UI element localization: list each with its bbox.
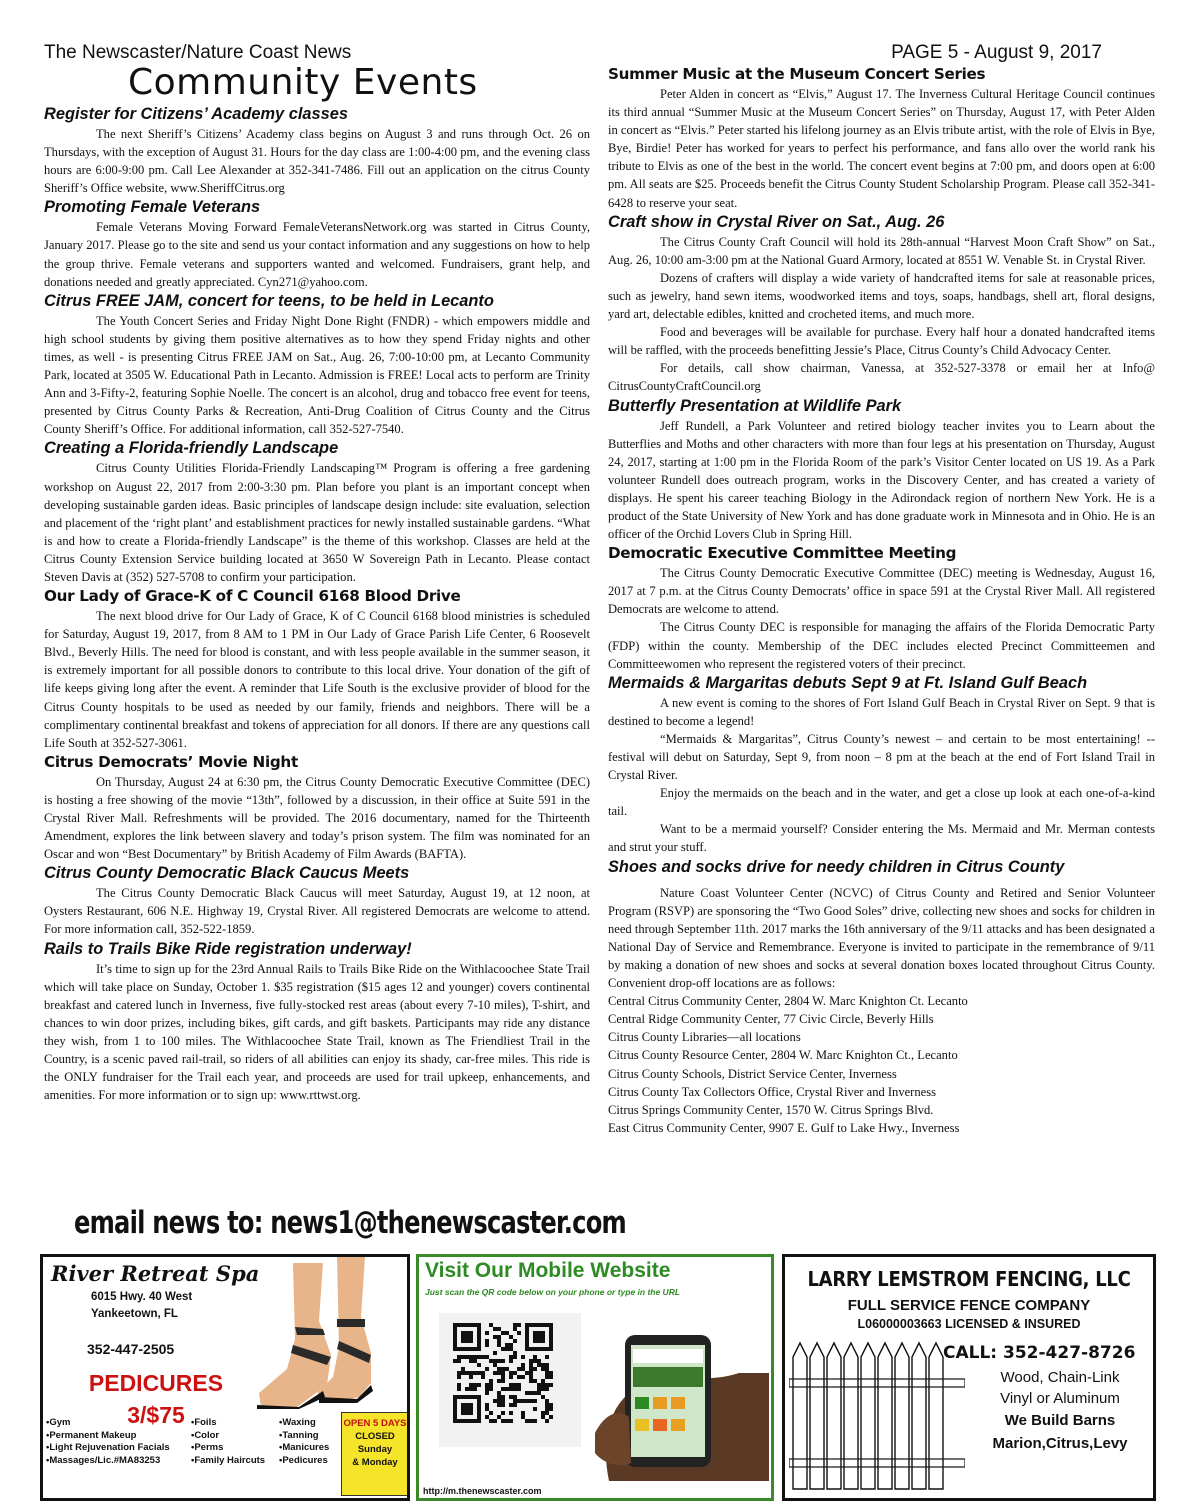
- spa-services-col3: [279, 1417, 329, 1467]
- article-headline: Citrus County Democratic Black Caucus Meets: [44, 864, 410, 883]
- article-paragraph: “Mermaids & Margaritas”, Citrus County’s newest – and certain to be most entertaining! -- festival will debut on Saturday, Sept 9, from noon – 8 pm at the beach at the end of Fort Island Trail in Crystal River.: [608, 731, 1155, 783]
- spa-service-item: •Color: [191, 1429, 220, 1441]
- article-citrus-free-jam-concert-for-teens-to-be-: [44, 291, 590, 439]
- spa-address-line: Yankeetown, FL: [91, 1308, 178, 1320]
- article-paragraph: Female Veterans Moving Forward FemaleVeteransNetwork.org was started in Citrus County, January 2017. Please go to the site and send us your contact information and any suggestions on how to help the group thrive. Female veterans and supporters wanted and welcomed. Fundraisers, grant help, and donations needed and greatly appreciated. Cyn271@yahoo.com.: [44, 220, 590, 289]
- spa-ad: [40, 1254, 410, 1501]
- dropoff-location: Citrus County Tax Collectors Office, Crystal River and Inverness: [608, 1084, 936, 1099]
- page-header-right: PAGE 5 - August 9, 2017: [891, 42, 1102, 63]
- dropoff-location: Central Ridge Community Center, 77 Civic Circle, Beverly Hills: [608, 1012, 934, 1027]
- right-column: [608, 64, 1155, 1137]
- spa-services-col2: [191, 1417, 265, 1467]
- article-craft-show-in-crystal-river-on-sat-aug-2: [608, 212, 1155, 396]
- spa-hours-line: & Monday: [352, 1457, 398, 1468]
- spa-services-col1: [46, 1417, 170, 1467]
- article-headline: Citrus FREE JAM, concert for teens, to be held in Lecanto: [44, 291, 494, 310]
- article-paragraph: Enjoy the mermaids on the beach and in the water, and get a close up look at each one-of-a-kind tail.: [608, 786, 1155, 819]
- article-citrus-county-democratic-black-caucus-me: [44, 863, 590, 938]
- spa-hours-line: Sunday: [357, 1444, 393, 1455]
- article-paragraph: Food and beverages will be available for purchase. Every half hour a donated handcrafted items will be raffled, with the proceeds benefitting Jessie’s Place, Citrus County’s Child Advocacy Center.: [608, 325, 1155, 358]
- fence-tagline: FULL SERVICE FENCE COMPANY: [847, 1297, 1091, 1314]
- fence-ad: [782, 1254, 1156, 1501]
- article-headline: Citrus Democrats’ Movie Night: [44, 752, 298, 771]
- fence-barns: We Build Barns: [1004, 1412, 1116, 1429]
- article-paragraph: For details, call show chairman, Vanessa, at 352-527-3378 or email her at Info@ CitrusCountyCraftCouncil.org: [608, 361, 1155, 394]
- article-paragraph: The next blood drive for Our Lady of Grace, K of C Council 6168 blood ministries is scheduled for Saturday, August 19, 2017, from 8 AM to 1 PM in Our Lady of Grace Parish Life Center, 6 Roosevelt Blvd., Beverly Hills. The need for blood is constant, and with less people available in the summer season, it is extremely important for all possible donors to contribute to this local drive. Your donation of the gift of life keeps giving long after the event. A reminder that Life South is the exclusive provider of blood for the Citrus County hospitals to be used as needed by our family, friends and neighbors. There will be a complimentary continental breakfast and tokens of appreciation for all donors. If there are any questions call Life South at 352-527-3061.: [44, 609, 590, 750]
- article-paragraph: Nature Coast Volunteer Center (NCVC) of Citrus County and Retired and Senior Volunteer Program (RSVP) are sponsoring the “Two Good Soles” drive, collecting new shoes and socks for children in need through September 11th. 2017 marks the 16th anniversary of the 9/11 attacks and has been designated a National Day of Service and Remembrance. Everyone is invited to participate in the remembrance of 9/11 by making a donation of new shoes and socks at several donation boxes located throughout Citrus County. Convenient drop-off locations are as follows:: [608, 885, 1155, 991]
- article-citrus-democrats-movie-night: [44, 752, 590, 863]
- spa-service-item: •Gym: [46, 1417, 71, 1428]
- page-header-left: The Newscaster/Nature Coast News: [44, 42, 352, 63]
- article-headline: Register for Citizens’ Academy classes: [44, 105, 348, 123]
- mobile-url: http://m.thenewscaster.com: [423, 1486, 542, 1496]
- article-butterfly-presentation-at-wildlife-park: [608, 396, 1155, 544]
- dropoff-location: Citrus County Resource Center, 2804 W. Marc Knighton Ct., Lecanto: [608, 1048, 958, 1063]
- spa-service-item: •Pedicures: [279, 1454, 328, 1466]
- article-rails-to-trails-bike-ride-registration-u: [44, 939, 590, 1105]
- article-headline: Creating a Florida-friendly Landscape: [44, 439, 339, 458]
- article-headline: Rails to Trails Bike Ride registration underway!: [44, 939, 412, 958]
- article-paragraph: A new event is coming to the shores of Fort Island Gulf Beach in Crystal River on Sept. 9 that is destined to become a legend!: [608, 695, 1155, 728]
- article-register-for-citizens-academy-classes: [44, 104, 590, 197]
- article-paragraph: Dozens of crafters will display a wide variety of handcrafted items for sale at reasonable prices, such as jewelry, hand sewn items, woodworked items and toys, soaps, handbags, shell art, floral designs, yard art, delectable edibles, knitted and crocheted items, and much more.: [608, 270, 1155, 322]
- left-column: [44, 104, 590, 1104]
- article-headline: Shoes and socks drive for needy children in Citrus County: [608, 857, 1065, 876]
- spa-service-item: •Waxing: [279, 1417, 316, 1428]
- dropoff-location: Citrus County Libraries—all locations: [608, 1030, 801, 1045]
- article-paragraph: The Citrus County Craft Council will hold its 28th-annual “Harvest Moon Craft Show” on Sat., Aug. 26, 10:00 am-3:00 pm at the National Guard Armory, located at 8551 W. Venable St. in Crystal River.: [608, 234, 1155, 267]
- article-headline: Mermaids & Margaritas debuts Sept 9 at Ft. Island Gulf Beach: [608, 673, 1088, 692]
- article-headline: Our Lady of Grace-K of C Council 6168 Blood Drive: [44, 587, 461, 606]
- qr-code-icon: [439, 1313, 581, 1447]
- section-title: Community Events: [128, 62, 478, 103]
- article-paragraph: It’s time to sign up for the 23rd Annual Rails to Trails Bike Ride on the Withlacoochee State Trail which will take place on Sunday, October 1. $35 registration ($15 ages 12 and younger) covers continental breakfast and catered lunch in Inverness, five fully-stocked rest areas (about every 7-10 miles), T-shirt, and chances to win door prizes, including bikes, gift cards, and gift baskets. Participants may ride any distance they wish, from 1 to 100 miles. The Withlacoochee State Trail, known as The Friendliest Trail in the Country, is a scenic paved rail-trail, so riders of all abilities can enjoy its shady, car-free miles. This ride is the ONLY fundraiser for the Trail each year, and proceeds are used for trail upkeep, enhancements, and amenities. For more information or to sign up: www.rttwst.org.: [44, 961, 590, 1103]
- mobile-ad-subtitle: Just scan the QR code below on your phone or type in the URL: [425, 1287, 681, 1297]
- spa-hours-line: OPEN 5 DAYS: [343, 1418, 407, 1429]
- mobile-ad-title: Visit Our Mobile Website: [425, 1259, 671, 1282]
- spa-hours-box: [341, 1412, 409, 1496]
- fence-company-name: LARRY LEMSTROM FENCING, LLC: [807, 1267, 1131, 1291]
- fence-materials: Vinyl or Aluminum: [1000, 1390, 1120, 1407]
- spa-service-item: •Perms: [191, 1442, 224, 1453]
- article-our-lady-of-grace-k-of-c-council-6168-bl: [44, 586, 590, 752]
- article-paragraph: The Citrus County Democratic Black Caucus will meet Saturday, August 19, at 12 noon, at Oysters Restaurant, 606 N.E. Highway 19, Crystal River. All registered Democrats are welcome to attend. For more information call, 352-522-1859.: [44, 886, 590, 937]
- spa-service-item: •Tanning: [279, 1429, 319, 1441]
- spa-address-line: 6015 Hwy. 40 West: [91, 1291, 193, 1303]
- article-headline: Butterfly Presentation at Wildlife Park: [608, 396, 902, 415]
- email-banner: email news to: news1@thenewscaster.com: [74, 1205, 626, 1241]
- article-headline: Promoting Female Veterans: [44, 198, 261, 217]
- article-paragraph: The next Sheriff’s Citizens’ Academy class begins on August 3 and runs through Oct. 26 on Thursdays, with the exception of August 31. Hours for the day class are 1:00-4:00 pm, and the evening class hours are 6:00-9:00 pm. Call Lee Alexander at 352-341-7486. Fill out an application on the citrus County Sheriff’s Office website, www.SheriffCitrus.org: [44, 127, 590, 196]
- article-paragraph: The Citrus County Democratic Executive Committee (DEC) meeting is Wednesday, August 16, 2017 at 7 p.m. at the Citrus County Democrats’ office in space 591 at the Crystal River Mall. All registered Democrats are welcome to attend.: [608, 566, 1155, 617]
- spa-hours-line: CLOSED: [355, 1431, 395, 1442]
- fence-areas: Marion,Citrus,Levy: [992, 1435, 1128, 1452]
- spa-promo-line: PEDICURES: [88, 1370, 224, 1396]
- article-mermaids-margaritas-debuts-sept-9-at-ft-: [608, 673, 1155, 857]
- article-creating-a-florida-friendly-landscape: [44, 438, 590, 586]
- spa-service-item: •Family Haircuts: [191, 1454, 266, 1466]
- fence-license: L06000003663 LICENSED & INSURED: [857, 1317, 1081, 1331]
- article-shoes-and-socks-drive-for-needy-children: [608, 857, 1155, 1137]
- fence-materials: Wood, Chain-Link: [1000, 1369, 1120, 1386]
- article-headline: Summer Music at the Museum Concert Series: [608, 65, 986, 83]
- article-headline: Craft show in Crystal River on Sat., Aug. 26: [608, 212, 945, 231]
- article-paragraph: Jeff Rundell, a Park Volunteer and retired biology teacher invites you to Learn about the Butterflies and Moths and other characters with more than four legs at his presentation on Thursday, August 24, 2017, starting at 1:00 pm in the Florida Room of the park’s Visitor Center located on US 19. As a Park volunteer Rundell does outreach program, works in the Discovery Center, and has created a variety of displays. He spent his career teaching Biology in the Adirondack region of northern New York. He is a product of the State University of New York and has done graduate work in Minnesota and in Ohio. He is an officer of the Orchid Lovers Club in Spring Hill.: [608, 418, 1155, 542]
- article-summer-music-at-the-museum-concert-serie: [608, 64, 1155, 212]
- dropoff-location: Central Citrus Community Center, 2804 W. Marc Knighton Ct. Lecanto: [608, 994, 968, 1009]
- spa-service-item: •Massages/Lic.#MA83253: [46, 1454, 161, 1466]
- dropoff-location: Citrus Springs Community Center, 1570 W. Citrus Springs Blvd.: [608, 1102, 934, 1117]
- spa-name: River Retreat Spa: [51, 1261, 260, 1286]
- spa-phone: 352-447-2505: [87, 1341, 175, 1357]
- article-paragraph: Peter Alden in concert as “Elvis,” August 17. The Inverness Cultural Heritage Council continues its third annual “Summer Music at the Museum Concert Series” on Thursday, August 17, with Peter Alden in concert as “Elvis.” Peter started his lifelong journey as an Elvis tribute artist, with the role of Elvis in Bye, Bye, Birdie! Peter has worked for years to perfect his performance, and fans allo over the world rank his tribute to Elvis as one of the best in the world. The concert event begins at 7:00 pm, and doors open at 6:00 pm. All seats are $25. Proceeds benefit the Citrus County Student Scholarship Program. Please call 352-341-6428 to reserve your seat.: [608, 87, 1155, 210]
- spa-service-item: •Manicures: [279, 1442, 330, 1453]
- spa-service-item: •Permanent Makeup: [46, 1429, 137, 1441]
- article-paragraph: Citrus County Utilities Florida-Friendly Landscaping™ Program is offering a free gardening workshop on August 22, 2017 from 2:00-3:30 pm. Plan before you plant is an important concept when developing sustainable garden ideas. Basic principles of landscape design include: site evaluation, selection and placement of the ‘right plant’ and establishment practices for newly installed sustainable gardens. “What is and how to create a Florida-friendly Landscape” is the theme of this workshop. Classes are held at the Citrus County Extension Service building located at 3650 W Sovereign Path in Lecanto. Please contact Steven Davis at (352) 527-5708 to confirm your participation.: [44, 461, 590, 584]
- spa-promo-line: 3/$75: [127, 1402, 185, 1428]
- article-paragraph: Want to be a mermaid yourself? Consider entering the Ms. Mermaid and Mr. Merman contests and strut your stuff.: [608, 822, 1155, 855]
- sandal-feet-image: [253, 1257, 403, 1409]
- phone-in-hand-image: [589, 1313, 769, 1481]
- dropoff-location: Citrus County Schools, District Service Center, Inverness: [608, 1066, 897, 1081]
- mobile-website-ad: [416, 1254, 774, 1501]
- article-promoting-female-veterans: [44, 197, 590, 290]
- spa-address: [91, 1289, 192, 1323]
- dropoff-location: East Citrus Community Center, 9907 E. Gulf to Lake Hwy., Inverness: [608, 1120, 960, 1135]
- article-paragraph: On Thursday, August 24 at 6:30 pm, the Citrus County Democratic Executive Committee (DEC) is hosting a free showing of the movie “13th”, followed by a discussion, in their office at Suite 591 in the Crystal River Mall. Refreshments will be provided. The 2016 documentary, named for the Thirteenth Amendment, explores the link between slavery and today’s prison system. The film was nominated for an Oscar and won “Best Documentary” by British Academy of Film Awards (BAFTA).: [44, 774, 590, 862]
- fence-phone: CALL: 352-427-8726: [943, 1343, 1136, 1363]
- spa-service-item: •Light Rejuvenation Facials: [46, 1442, 170, 1453]
- picket-fence-icon: [789, 1339, 965, 1497]
- article-paragraph: The Youth Concert Series and Friday Night Done Right (FNDR) - which empowers middle and high school students by giving them positive alternatives as to how they spend Friday nights and other times, as well - is presenting Citrus FREE JAM on Sat., Aug. 26, 7:00-10:00 pm, at Lecanto Community Park, located at 3505 W. Educational Path in Lecanto. Admission is FREE! Local acts to perform are Trinity Ann and 3-Fifty-2, featuring Sophie Noelle. The concert is an alcohol, drug and tobacco free event for teens, presented by Citrus County Parks & Recreation, Anti-Drug Coalition of Citrus County and the Citrus County Sheriff’s Office. For additional information, call 352-527-7540.: [44, 313, 590, 437]
- article-headline: Democratic Executive Committee Meeting: [608, 544, 957, 563]
- article-paragraph: The Citrus County DEC is responsible for managing the affairs of the Florida Democratic Party (FDP) within the county. Membership of the DEC includes elected Precinct Committeemen and Committeewomen who represent the registered voters of their precinct.: [608, 620, 1155, 671]
- spa-service-item: •Foils: [191, 1417, 217, 1428]
- article-democratic-executive-committee-meeting: [608, 543, 1155, 673]
